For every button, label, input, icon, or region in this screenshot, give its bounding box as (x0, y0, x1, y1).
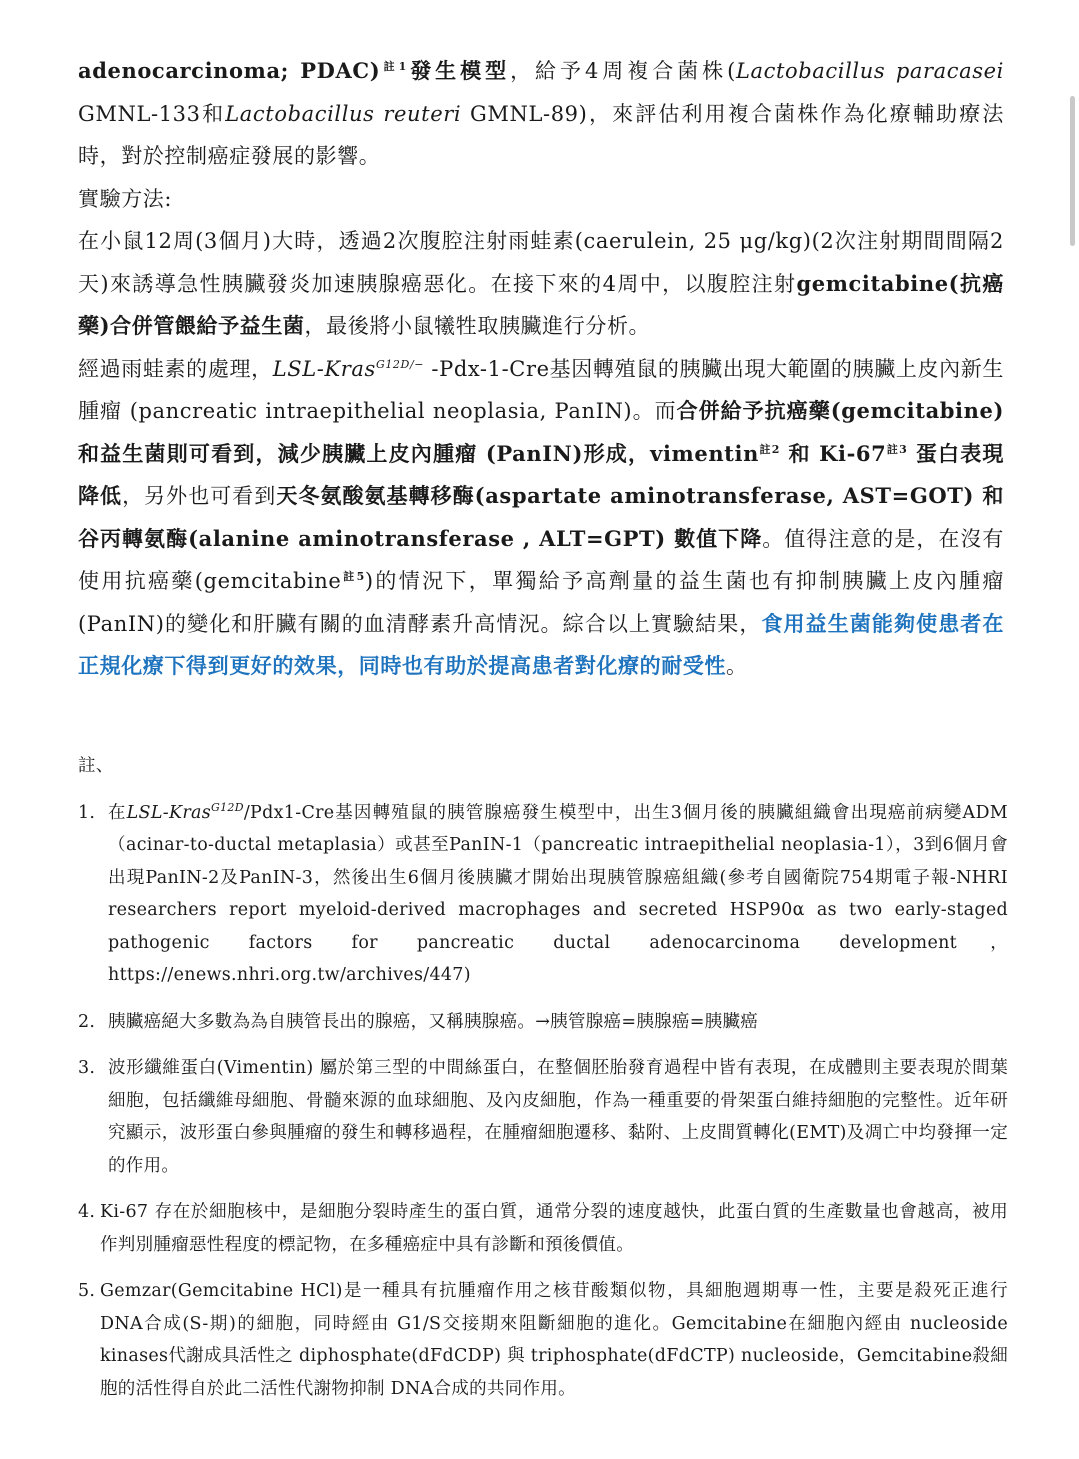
result-conclusion-highlight: 食用益生菌能夠使患者在正規化療下得到更好的效果，同時也有助於提高患者對化療的耐受性 (78, 610, 1004, 678)
main-body (78, 50, 1004, 688)
footnote-4 (78, 1196, 1008, 1261)
species-reuteri: Lactobacillus reuteri (225, 101, 462, 126)
footnote-1-text-b: /Pdx1-Cre基因轉殖鼠的胰管腺癌發生模型中，出生3個月後的胰臟組織會出現癌前病變ADM（acinar-to-ductal metaplasia）或甚至PanIN-1（pancreatic intraepithelial neoplasia-1），3到6個月會出現PanIN-2及PanIN-3，然後出生6個月後胰臟才開始出現胰管腺癌組織(參考自國衛院754期電子報-NHRI researchers report myeloid-derived macrophages and secreted HSP90α as two early-staged pathogenic factors for pancreatic ductal adenocarcinoma development，https://enews.nhri.org.tw/archives/447) (108, 802, 1008, 985)
method-text-end: ，最後將小鼠犧牲取胰臟進行分析。 (304, 314, 651, 338)
note-ref-5: 註5 (341, 570, 365, 583)
intro-bold-1: adenocarcinoma; PDAC) (78, 58, 381, 83)
result-paragraph (78, 348, 1004, 688)
intro-text-2: GMNL-133和 (78, 101, 226, 126)
scrollbar-thumb[interactable] (1070, 96, 1075, 246)
result-bold-3: 蛋白表現降低 (78, 440, 1005, 508)
footnote-text: 胰臟癌絕大多數為為自胰管長出的腺癌，又稱胰腺癌。→胰管腺癌=胰腺癌=胰臟癌 (108, 1011, 759, 1032)
note-ref-3: 註3 (886, 442, 908, 456)
intro-text-1: ，給予4周複合菌株( (510, 59, 736, 83)
method-bold: gemcitabine(抗癌藥)合併管餵給予益生菌 (78, 270, 1004, 338)
result-text-6: 。 (726, 654, 748, 678)
footnotes (78, 750, 1008, 1419)
method-paragraph (78, 220, 1004, 348)
footnote-1-gene: LSL-Kras (126, 802, 212, 823)
intro-bold-2: 發生模型 (406, 58, 511, 83)
footnote-2 (78, 1006, 1008, 1039)
result-bold-4: 天冬氨酸氨基轉移酶(aspartate aminotransferase, AST=GOT) 和谷丙轉氨酶(alanine aminotransferase , ALT=GPT) 數值下降 (78, 483, 1004, 551)
result-text-3: ，另外也可看到 (122, 484, 277, 508)
result-text-4: 。值得注意的是，在沒有使用抗癌藥(gemcitabine (78, 526, 1004, 593)
footnote-number: 4. (78, 1202, 96, 1222)
footnote-number: 1. (78, 802, 96, 823)
intro-paragraph (78, 50, 1004, 178)
result-gene-italic: LSL-Kras (272, 356, 376, 381)
footnote-text: Ki-67 存在於細胞核中，是細胞分裂時產生的蛋白質，通常分裂的速度越快，此蛋白質的生產數量也會越高，被用作判別腫瘤惡性程度的標記物，在多種癌症中具有診斷和預後價值。 (100, 1202, 1008, 1255)
method-heading: 實驗方法: (78, 186, 173, 211)
result-text-5: )的情況下，單獨給予高劑量的益生菌也有抑制胰臟上皮內腫瘤 (PanIN)的變化和肝臟有關的血清酵素升高情況。綜合以上實驗結果， (78, 569, 1004, 636)
footnote-1-gene-sup: G12D (211, 800, 244, 814)
footnote-number: 5. (78, 1281, 96, 1301)
footnote-1-text-a: 在 (108, 802, 127, 823)
note-ref-1: 註1 (380, 60, 407, 73)
note-ref-2: 註2 (758, 442, 780, 456)
result-bold-1: 合併給予抗癌藥(gemcitabine)和益生菌則可看到，減少胰臟上皮內腫瘤 (PanIN)形成，vimentin (78, 398, 1004, 466)
result-text-1: 經過雨蛙素的處理， (78, 356, 273, 381)
footnote-text: Gemzar(Gemcitabine HCl)是一種具有抗腫瘤作用之核苷酸類似物，具細胞週期專一性，主要是殺死正進行 DNA合成(S-期)的細胞，同時經由 G1/S交接期來阻斷細胞的進化。Gemcitabine在細胞內經由 nucleoside kinases代謝成具活性之 diphosphate(dFdCDP) 與 triphosphate(dFdCTP) nucleoside，Gemcitabine殺細胞的活性得自於此二活性代謝物抑制 DNA合成的共同作用。 (100, 1281, 1008, 1399)
species-paracasei: Lactobacillus paracasei (735, 59, 1005, 83)
footnote-text: 波形纖維蛋白(Vimentin) 屬於第三型的中間絲蛋白，在整個胚胎發育過程中皆有表現，在成體則主要表現於間葉細胞，包括纖維母細胞、骨髓來源的血球細胞、及內皮細胞，作為一種重要的骨架蛋白維持細胞的完整性。近年研究顯示，波形蛋白參與腫瘤的發生和轉移過程，在腫瘤細胞遷移、黏附、上皮間質轉化(EMT)及凋亡中均發揮一定的作用。 (108, 1058, 1008, 1176)
result-bold-2: 和 Ki-67 (779, 440, 887, 466)
footnote-3 (78, 1052, 1008, 1182)
footnote-number: 3. (78, 1058, 96, 1078)
footnote-1 (78, 797, 1008, 992)
method-text: 在小鼠12周(3個月)大時，透過2次腹腔注射雨蛙素(caerulein, 25 μg/kg)(2次注射期間間隔2天)來誘導急性胰臟發炎加速胰腺癌惡化。在接下來的4周中，以腹腔注射 (78, 229, 1004, 296)
footnote-number: 2. (78, 1011, 96, 1032)
intro-text-3: GMNL-89)，來評估利用複合菌株作為化療輔助療法時，對於控制癌症發展的影響。 (78, 101, 1004, 168)
footnote-5 (78, 1275, 1008, 1405)
result-text-2: -Pdx-1-Cre基因轉殖鼠的胰臟出現大範圍的胰臟上皮內新生腫瘤 (pancreatic intraepithelial neoplasia, PanIN)。而 (78, 356, 1004, 423)
footnote-text (108, 797, 1008, 992)
result-gene-sup: G12D/− (375, 357, 425, 371)
footnotes-title: 註、 (78, 756, 114, 776)
